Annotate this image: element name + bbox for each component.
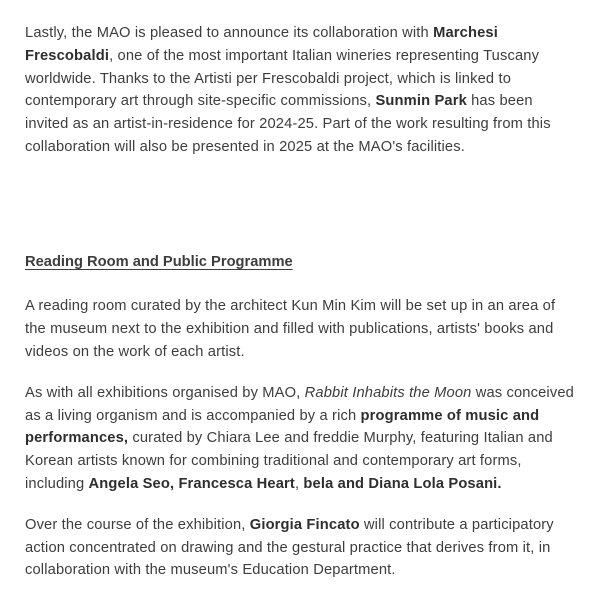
emphasis-bold: programme of music and performances, (25, 407, 540, 447)
text-run: curated by Chiara Lee and freddie Murphy, featuring Italian and Korean artists known for combining traditional and contemporary art forms, including (25, 430, 553, 492)
emphasis-italic: Rabbit Inhabits the Moon (304, 384, 472, 401)
text-run: Lastly, the MAO is pleased to announce its collaboration with (25, 25, 434, 41)
section-spacer (25, 159, 580, 251)
text-run: , one of the most important Italian wineries representing Tuscany worldwide. Thanks to the Artisti per Frescobaldi project, which is linked to contemporary art through site-specific commissions, (25, 47, 540, 110)
text-run: A reading room curated by the architect Kun Min Kim will be set up in an area of the museum next to the exhibition and filled with publications, artists' books and videos on the work of each artist. (25, 298, 556, 361)
section-heading-wrapper (25, 251, 580, 296)
section-heading-reading-room: Reading Room and Public Programme (25, 253, 293, 270)
emphasis-bold: Angela Seo, Francesca Heart (88, 475, 295, 492)
text-run: Over the course of the exhibition, (25, 516, 250, 533)
text-run: As with all exhibitions organised by MAO, (25, 384, 305, 401)
emphasis-bold: Sunmin Park (375, 93, 467, 110)
emphasis-bold: bela and Diana Lola Posani. (303, 475, 502, 492)
text-run: was conceived as a living organism and is accompanied by a rich (25, 384, 574, 424)
paragraph-reading-room (25, 295, 580, 363)
paragraph-collaboration (25, 22, 580, 159)
emphasis-bold: Giorgia Fincato (249, 516, 360, 533)
text-run: , (294, 475, 304, 492)
emphasis-bold: Marchesi Frescobaldi (25, 25, 498, 64)
paragraph-participatory-action (25, 514, 580, 582)
text-run: will contribute a participatory action concentrated on drawing and the gestural practice that derives from it, in collaboration with the museum's Education Department. (25, 516, 554, 579)
text-run: has been invited as an artist-in-residence for 2024-25. Part of the work resulting from this collaboration will also be presented in 2025 at the MAO's facilities. (25, 93, 551, 155)
paragraph-public-programme (25, 382, 580, 496)
